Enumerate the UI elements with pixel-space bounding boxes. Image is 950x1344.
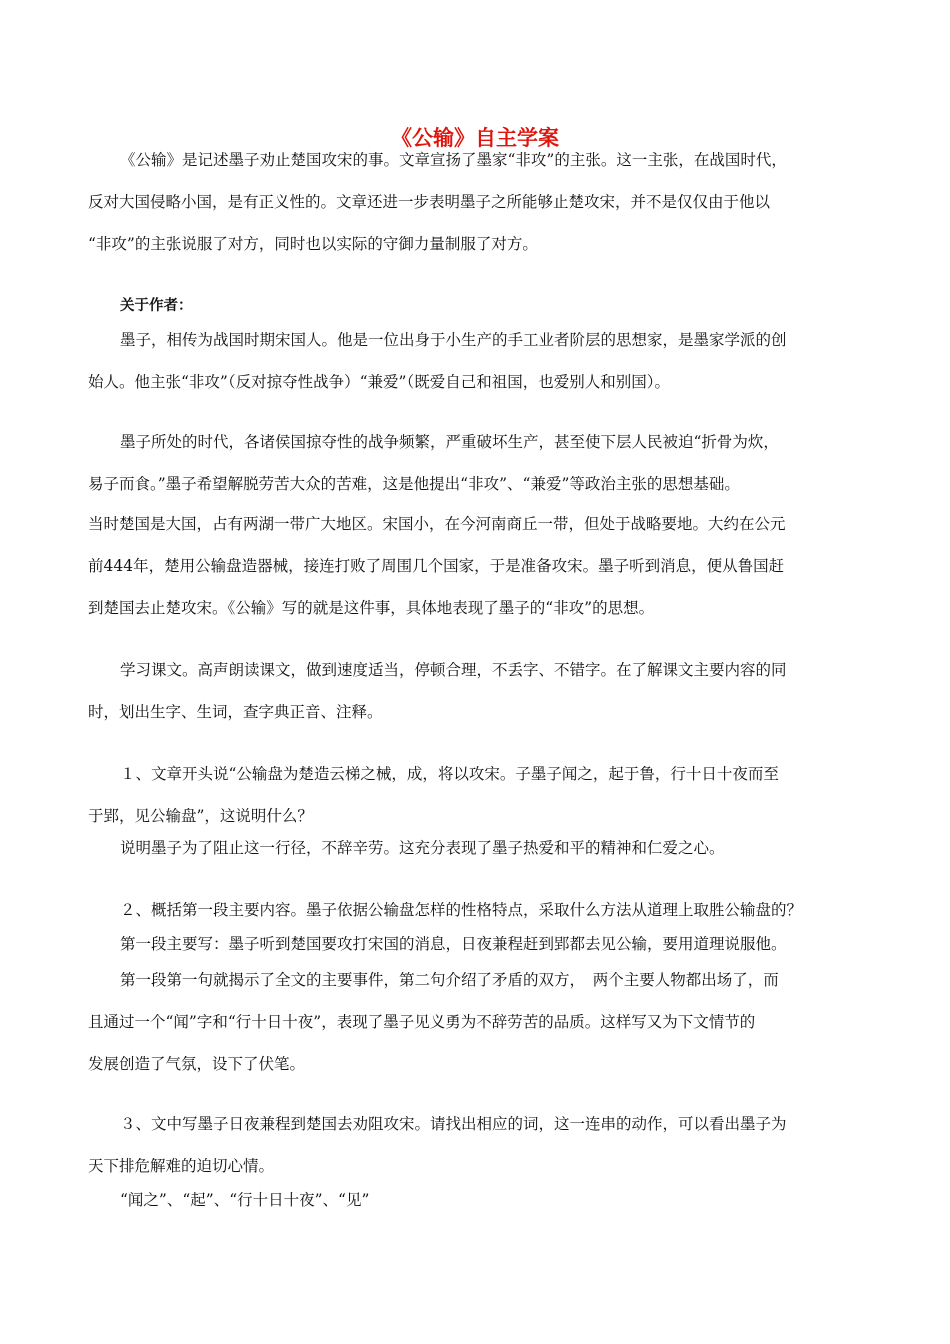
background-line-4: 前444年，楚用公输盘造器械，接连打败了周围几个国家，于是准备攻宋。墨子听到消息，便从鲁国赶 bbox=[88, 557, 785, 575]
question-2-answer-3: 且通过一个“闻”字和“行十日十夜”，表现了墨子见义勇为不辞劳苦的品质。这样写又为下文情节的 bbox=[88, 1013, 756, 1031]
study-line-1: 学习课文。高声朗读课文，做到速度适当，停顿合理，不丢字、不错字。在了解课文主要内容的同 bbox=[120, 661, 787, 679]
question-1-line-1: １、文章开头说“公输盘为楚造云梯之械，成，将以攻宋。子墨子闻之，起于鲁，行十日十夜而至 bbox=[120, 765, 779, 783]
question-3-answer: “闻之”、“起”、“行十日十夜”、“见” bbox=[120, 1191, 370, 1209]
question-2-answer-1: 第一段主要写：墨子听到楚国要攻打宋国的消息，日夜兼程赶到郢都去见公输，要用道理说服他。 bbox=[120, 935, 787, 953]
background-line-2: 易子而食。”墨子希望解脱劳苦大众的苦难，这是他提出“非攻”、“兼爱”等政治主张的思想基础。 bbox=[88, 475, 740, 493]
author-line-1: 墨子，相传为战国时期宋国人。他是一位出身于小生产的手工业者阶层的思想家，是墨家学派的创 bbox=[120, 331, 787, 349]
intro-line-2: 反对大国侵略小国，是有正义性的。文章还进一步表明墨子之所能够止楚攻宋，并不是仅仅由于他以 bbox=[88, 193, 771, 211]
question-3-line-1: ３、文中写墨子日夜兼程到楚国去劝阻攻宋。请找出相应的词，这一连串的动作，可以看出墨子为 bbox=[120, 1115, 787, 1133]
intro-line-1: 《公输》是记述墨子劝止楚国攻宋的事。文章宣扬了墨家“非攻”的主张。这一主张，在战国时代， bbox=[120, 151, 787, 169]
background-line-5: 到楚国去止楚攻宋。《公输》写的就是这件事，具体地表现了墨子的“非攻”的思想。 bbox=[88, 599, 655, 617]
study-line-2: 时，划出生字、生词，查字典正音、注释。 bbox=[88, 703, 383, 721]
page-title: 《公输》自主学案 bbox=[391, 126, 559, 150]
question-2-answer-4: 发展创造了气氛，设下了伏笔。 bbox=[88, 1055, 306, 1073]
question-2-line-1: ２、概括第一段主要内容。墨子依据公输盘怎样的性格特点，采取什么方法从道理上取胜公输盘的？ bbox=[120, 901, 803, 919]
author-heading: 关于作者： bbox=[120, 298, 193, 314]
background-line-1: 墨子所处的时代，各诸侯国掠夺性的战争频繁，严重破坏生产，甚至使下层人民被迫“折骨为炊， bbox=[120, 433, 779, 451]
intro-line-3: “非攻”的主张说服了对方，同时也以实际的守御力量制服了对方。 bbox=[88, 235, 538, 253]
question-2-answer-2: 第一段第一句就揭示了全文的主要事件，第二句介绍了矛盾的双方， 两个主要人物都出场了，而 bbox=[120, 971, 779, 989]
question-3-line-2: 天下排危解难的迫切心情。 bbox=[88, 1157, 275, 1175]
background-line-3: 当时楚国是大国，占有两湖一带广大地区。宋国小，在今河南商丘一带，但处于战略要地。大约在公元 bbox=[88, 515, 786, 533]
question-1-answer: 说明墨子为了阻止这一行径，不辞辛劳。这充分表现了墨子热爱和平的精神和仁爱之心。 bbox=[120, 839, 725, 857]
author-line-2: 始人。他主张“非攻”（反对掠夺性战争）“兼爱”（既爱自己和祖国，也爱别人和别国）。 bbox=[88, 373, 670, 391]
question-1-line-2: 于郢，见公输盘”，这说明什么？ bbox=[88, 807, 313, 825]
